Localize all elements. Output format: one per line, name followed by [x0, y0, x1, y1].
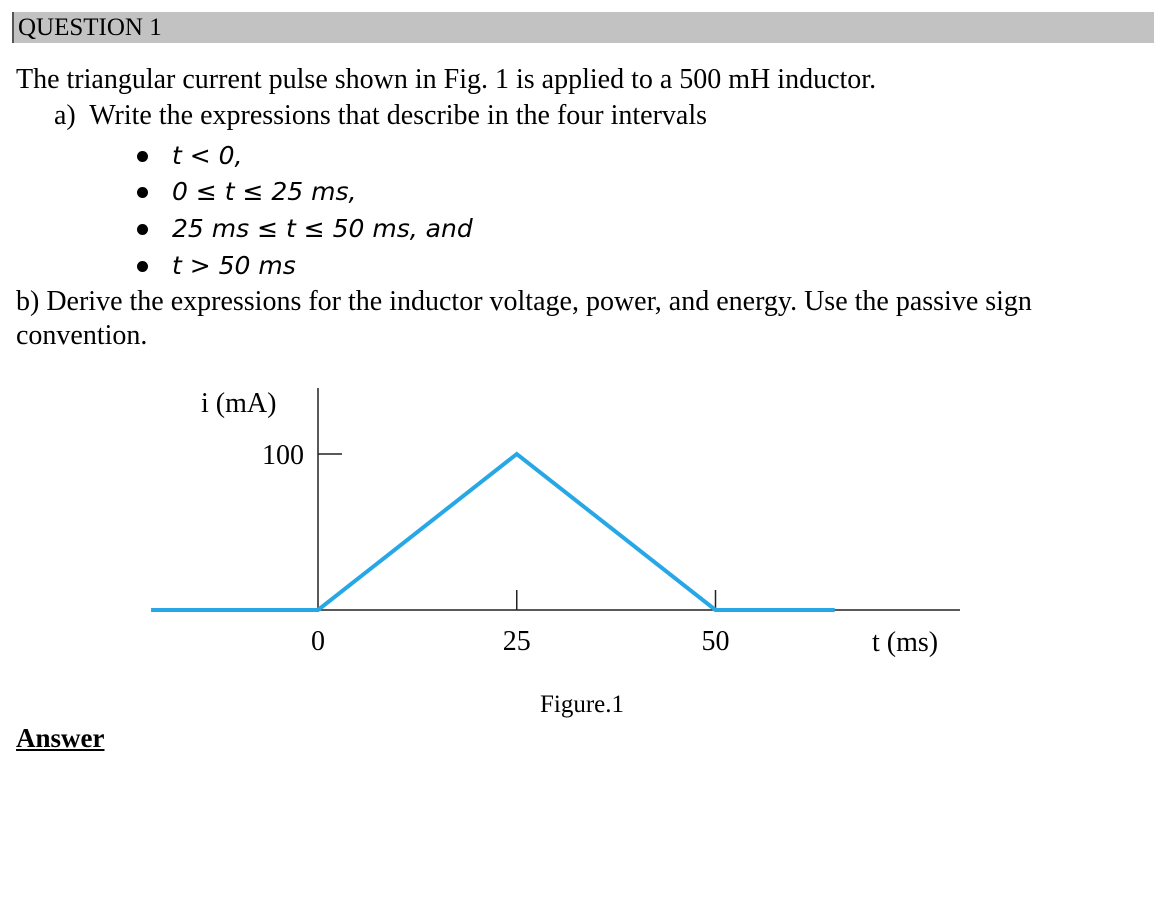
current-series-line — [151, 454, 835, 610]
figure-caption: Figure.1 — [540, 691, 625, 718]
x-tick-label: 25 — [502, 626, 531, 657]
question-header-bar — [12, 12, 1154, 43]
y-axis-label: i (mA) — [201, 388, 277, 419]
bullet-icon — [137, 151, 148, 162]
interval-item: t > 50 ms — [172, 251, 296, 280]
x-tick-label: 50 — [701, 626, 730, 657]
interval-item: 25 ms ≤ t ≤ 50 ms, and — [172, 214, 473, 243]
part-a-text: a) Write the expressions that describe in the four intervals — [54, 100, 708, 131]
current-pulse-chart — [0, 370, 1176, 670]
bullet-icon — [137, 187, 148, 198]
x-tick-label: 0 — [311, 626, 325, 657]
answer-label: Answer — [16, 723, 105, 753]
interval-item: 0 ≤ t ≤ 25 ms, — [172, 177, 357, 206]
x-axis-label: t (ms) — [872, 627, 939, 658]
bullet-icon — [137, 261, 148, 272]
question-intro: The triangular current pulse shown in Fig. 1 is applied to a 500 mH inductor. — [16, 64, 877, 95]
part-b-text: b) Derive the expressions for the inductor voltage, power, and energy. Use the passive sign — [16, 286, 1032, 317]
question-title: QUESTION 1 — [18, 14, 162, 41]
y-tick-label: 100 — [262, 440, 304, 471]
part-b-text-continued: convention. — [16, 320, 148, 351]
interval-item: t < 0, — [172, 141, 243, 170]
bullet-icon — [137, 224, 148, 235]
